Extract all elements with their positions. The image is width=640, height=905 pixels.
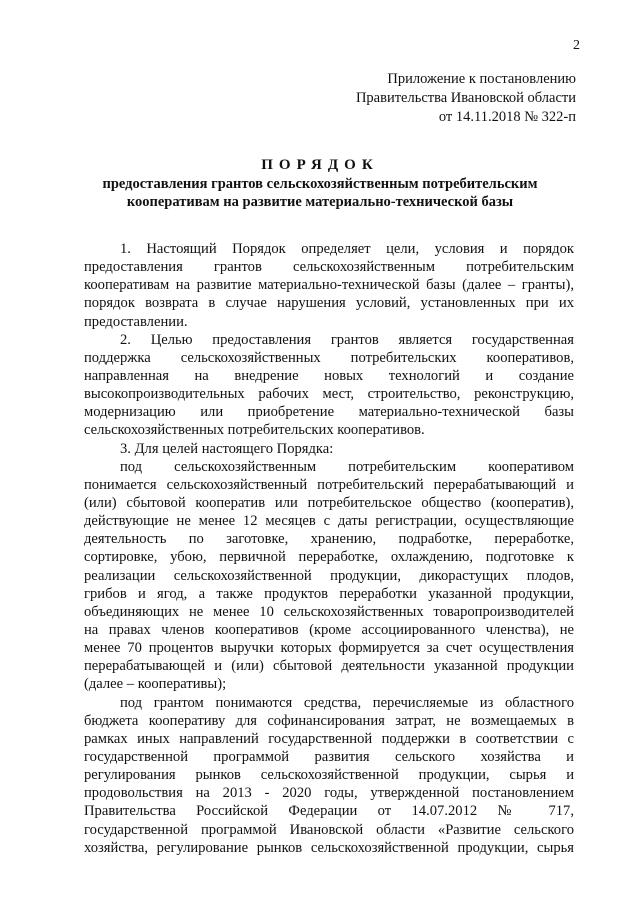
text-line: рамках иных направлений государственной поддержки в соответствии с <box>84 730 574 747</box>
text-line: бюджета кооперативу для софинансирования затрат, не возмещаемых в <box>84 712 574 729</box>
attachment-line: от 14.11.2018 № 322-п <box>438 109 576 125</box>
text-line: (или) сбытовой кооператив или потребительское общество (кооператив), <box>84 494 574 511</box>
text-line: действующие не менее 12 месяцев с даты регистрации, осуществляющие <box>84 513 574 530</box>
document-subtitle <box>0 175 640 211</box>
text-line: деятельность по заготовке, хранению, подработке, переработке, <box>84 531 574 548</box>
document-title: ПОРЯДОК <box>261 157 379 173</box>
text-line: понимается сельскохозяйственный потребительский перерабатывающий и <box>84 476 574 493</box>
text-line: хозяйства, регулирование рынков сельскохозяйственной продукции, сырья <box>84 839 574 856</box>
paragraph <box>84 458 574 694</box>
text-line: перерабатывающей и (или) сбытовой деятельности указанной продукции <box>84 658 574 675</box>
text-line: предоставлении. <box>84 313 188 330</box>
text-line: модернизацию или приобретение материально-технической базы <box>84 404 574 421</box>
text-line: на правах членов кооперативов (кроме ассоциированного членства), не <box>84 621 574 638</box>
attachment-note <box>356 70 576 127</box>
subtitle-line: кооперативам на развитие материально-технической базы <box>126 194 514 210</box>
paragraph <box>84 440 574 458</box>
text-line: государственной программой развития сельского хозяйства и <box>84 748 574 765</box>
paragraph <box>84 694 574 857</box>
text-line: продовольствия на 2013 - 2020 годы, утвержденной постановлением <box>84 785 574 802</box>
text-line: под грантом понимаются средства, перечисляемые из областного <box>120 694 574 711</box>
text-line: Правительства Российской Федерации от 14.07.2012 № 717, <box>84 803 574 820</box>
text-line: реализации сельскохозяйственной продукции, дикорастущих плодов, <box>84 567 574 584</box>
attachment-line: Приложение к постановлению <box>387 71 576 87</box>
text-line: сельскохозяйственных потребительских кооперативов. <box>84 422 425 439</box>
text-line: 2. Целью предоставления грантов является государственная <box>120 331 574 348</box>
text-line: объединяющих не менее 10 сельскохозяйственных товаропроизводителей <box>84 603 574 620</box>
paragraph <box>84 240 574 331</box>
text-line: предоставления грантов сельскохозяйственным потребительским <box>84 259 574 276</box>
text-line: (далее – кооперативы); <box>84 676 227 693</box>
text-line: порядок возврата в случае нарушения условий, установленных при их <box>84 295 574 312</box>
page-number: 2 <box>573 38 580 53</box>
text-line: кооперативам на развитие материально-технической базы (далее – гранты), <box>84 277 574 294</box>
text-line: направленная на внедрение новых технологий и создание <box>84 367 574 384</box>
text-line: 3. Для целей настоящего Порядка: <box>120 440 334 457</box>
document-body <box>84 240 574 857</box>
text-line: поддержка сельскохозяйственных потребительских кооперативов, <box>84 349 574 366</box>
text-line: под сельскохозяйственным потребительским кооперативом <box>120 458 574 475</box>
text-line: 1. Настоящий Порядок определяет цели, условия и порядок <box>120 241 574 257</box>
text-line: высокопроизводительных рабочих мест, строительство, реконструкцию, <box>84 386 574 403</box>
attachment-line: Правительства Ивановской области <box>355 90 576 106</box>
text-line: сортировке, убою, первичной переработке, охлаждению, подготовке к <box>84 549 574 566</box>
text-line: государственной программой Ивановской области «Развитие сельского <box>84 821 574 838</box>
text-line: регулирования рынков сельскохозяйственной продукции, сырья и <box>84 767 574 784</box>
subtitle-line: предоставления грантов сельскохозяйственным потребительским <box>102 176 538 192</box>
paragraph <box>84 331 574 440</box>
text-line: грибов и ягод, а также продуктов переработки указанной продукции, <box>84 585 574 602</box>
text-line: менее 70 процентов выручки которых формируется за счет осуществления <box>84 640 574 657</box>
